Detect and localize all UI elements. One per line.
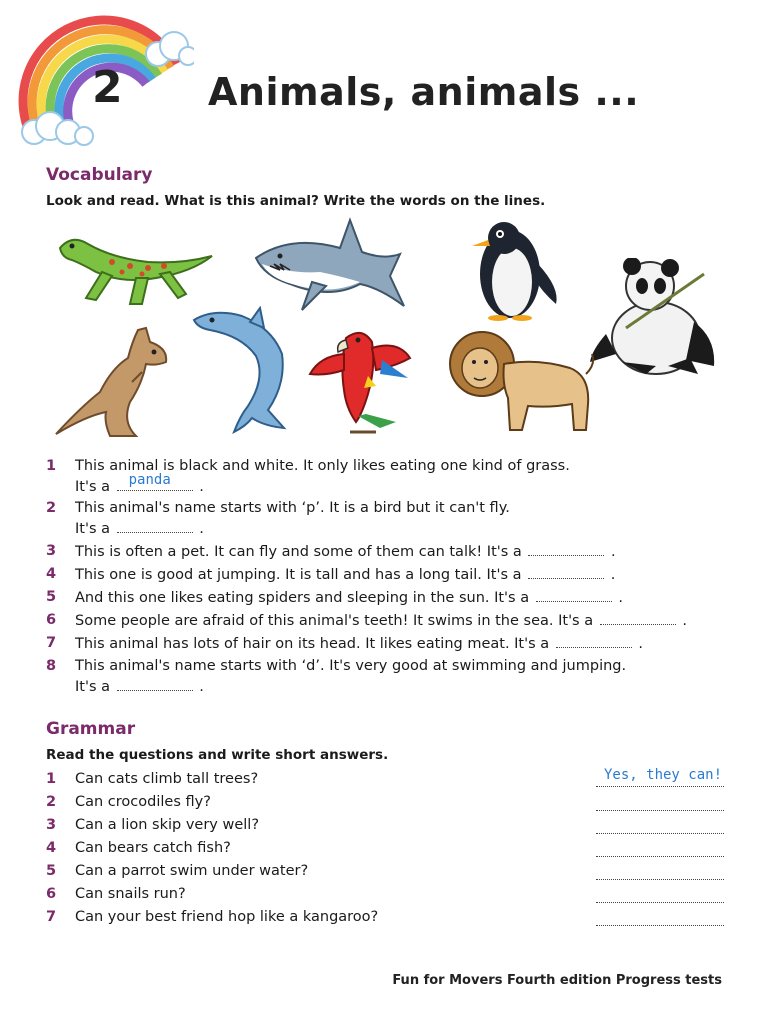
- grammar-question: Can your best friend hop like a kangaroo?: [75, 909, 379, 925]
- item-text: This animal's name starts with ‘d’. It's very good at swimming and jumping.: [75, 658, 627, 674]
- vocabulary-instruction: Look and read. What is this animal? Write the words on the lines.: [46, 193, 546, 209]
- item-answer-line: It's a panda .: [75, 472, 204, 495]
- item-number: 3: [46, 543, 57, 559]
- grammar-answer-line-3[interactable]: [596, 817, 724, 834]
- item-number: 8: [46, 658, 57, 674]
- penguin-icon: [460, 214, 566, 322]
- item-text: This animal is black and white. It only likes eating one kind of grass.: [75, 458, 570, 474]
- grammar-answer-line-6[interactable]: [596, 886, 724, 903]
- grammar-answer-line-2[interactable]: [596, 794, 724, 811]
- grammar-answer-line-4[interactable]: [596, 840, 724, 857]
- item-text: This one is good at jumping. It is tall and has a long tail. It's a .: [75, 564, 615, 585]
- grammar-question: Can cats climb tall trees?: [75, 771, 259, 787]
- answer-blank[interactable]: [117, 472, 193, 491]
- item-number: 4: [46, 566, 57, 582]
- grammar-heading: Grammar: [46, 719, 136, 739]
- item-number: 7: [46, 635, 57, 651]
- lion-icon: [446, 324, 596, 434]
- grammar-question: Can a parrot swim under water?: [75, 863, 309, 879]
- item-number: 4: [46, 840, 57, 856]
- footer-text: Fun for Movers Fourth edition Progress tests: [392, 973, 722, 988]
- item-number: 6: [46, 612, 57, 628]
- answer-blank[interactable]: [117, 518, 193, 533]
- grammar-answer-line-5[interactable]: [596, 863, 724, 880]
- item-text: And this one likes eating spiders and sleeping in the sun. It's a .: [75, 587, 623, 608]
- item-answer-line: It's a .: [75, 518, 204, 539]
- answer-blank[interactable]: [117, 676, 193, 691]
- page-title: Animals, animals ...: [208, 70, 640, 114]
- unit-number: 2: [92, 62, 123, 113]
- lizard-icon: [52, 228, 218, 310]
- answer-blank[interactable]: [600, 610, 676, 625]
- grammar-question: Can bears catch fish?: [75, 840, 231, 856]
- vocabulary-heading: Vocabulary: [46, 165, 153, 185]
- item-number: 2: [46, 794, 57, 810]
- shark-icon: [250, 214, 408, 314]
- item-number: 5: [46, 863, 57, 879]
- item-answer-line: It's a .: [75, 676, 204, 697]
- answer-blank[interactable]: [528, 541, 604, 556]
- item-number: 7: [46, 909, 57, 925]
- item-number: 1: [46, 771, 57, 787]
- answer-blank[interactable]: [536, 587, 612, 602]
- item-number: 1: [46, 458, 57, 474]
- item-number: 2: [46, 500, 57, 516]
- grammar-question: Can crocodiles fly?: [75, 794, 211, 810]
- grammar-question: Can a lion skip very well?: [75, 817, 260, 833]
- handwritten-answer: Yes, they can!: [604, 767, 723, 783]
- grammar-question: Can snails run?: [75, 886, 186, 902]
- item-text: This is often a pet. It can fly and some of them can talk! It's a .: [75, 541, 616, 562]
- grammar-instruction: Read the questions and write short answers.: [46, 747, 389, 763]
- item-text: Some people are afraid of this animal's teeth! It swims in the sea. It's a .: [75, 610, 687, 631]
- parrot-icon: [306, 318, 416, 436]
- kangaroo-icon: [46, 322, 178, 440]
- item-text: This animal's name starts with ‘p’. It is a bird but it can't fly.: [75, 500, 510, 516]
- answer-blank[interactable]: [528, 564, 604, 579]
- dolphin-icon: [190, 306, 290, 434]
- grammar-answer-line-7[interactable]: [596, 909, 724, 926]
- item-number: 5: [46, 589, 57, 605]
- panda-icon: [586, 258, 720, 378]
- item-number: 3: [46, 817, 57, 833]
- item-number: 6: [46, 886, 57, 902]
- answer-blank[interactable]: [556, 633, 632, 648]
- handwritten-answer: panda: [128, 472, 171, 488]
- item-text: This animal has lots of hair on its head. It likes eating meat. It's a .: [75, 633, 643, 654]
